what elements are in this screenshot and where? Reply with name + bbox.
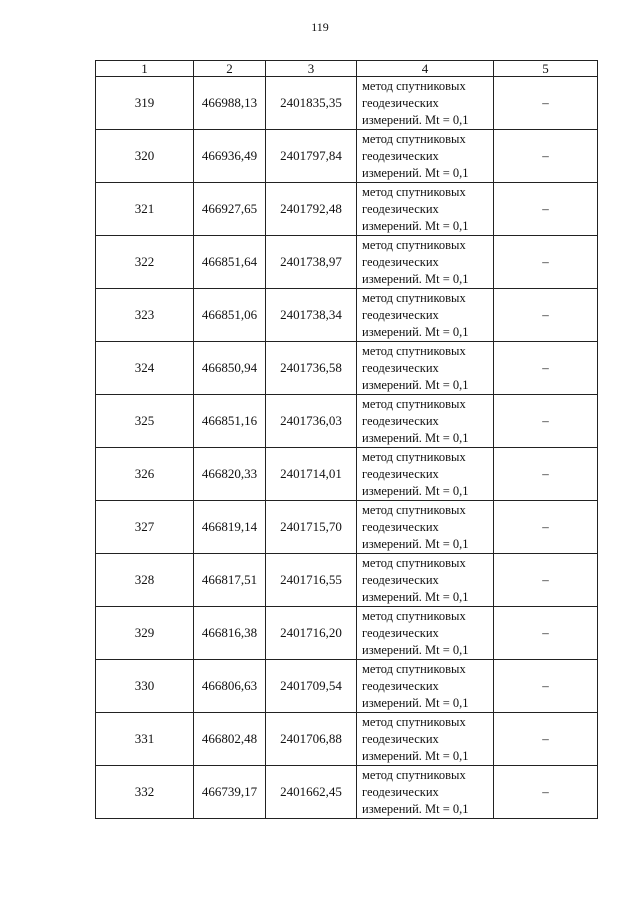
table-row	[96, 395, 598, 448]
table-row	[96, 77, 598, 130]
header-row	[96, 61, 598, 77]
x-coordinate-cell: 466817,51	[194, 554, 266, 607]
method-cell	[357, 448, 494, 501]
table-row	[96, 289, 598, 342]
method-line: геодезических	[362, 466, 439, 481]
method-line: метод спутниковых	[362, 661, 466, 676]
method-line: геодезических	[362, 201, 439, 216]
note-cell: –	[494, 183, 598, 236]
note-cell: –	[494, 448, 598, 501]
method-cell	[357, 713, 494, 766]
point-number-cell: 322	[96, 236, 194, 289]
table-row	[96, 183, 598, 236]
method-cell	[357, 77, 494, 130]
method-line: метод спутниковых	[362, 502, 466, 517]
table-header	[96, 61, 598, 77]
note-cell: –	[494, 766, 598, 819]
method-line: измерений. Mt = 0,1	[362, 748, 469, 763]
method-cell	[357, 660, 494, 713]
header-cell-2: 2	[194, 61, 266, 77]
table-row	[96, 607, 598, 660]
y-coordinate-cell: 2401738,97	[266, 236, 357, 289]
table-row	[96, 766, 598, 819]
table-row	[96, 236, 598, 289]
method-line: метод спутниковых	[362, 131, 466, 146]
method-line: геодезических	[362, 413, 439, 428]
point-number-cell: 321	[96, 183, 194, 236]
method-cell	[357, 607, 494, 660]
method-line: метод спутниковых	[362, 767, 466, 782]
method-line: метод спутниковых	[362, 237, 466, 252]
x-coordinate-cell: 466851,06	[194, 289, 266, 342]
note-cell: –	[494, 501, 598, 554]
y-coordinate-cell: 2401835,35	[266, 77, 357, 130]
x-coordinate-cell: 466806,63	[194, 660, 266, 713]
method-cell	[357, 766, 494, 819]
y-coordinate-cell: 2401715,70	[266, 501, 357, 554]
point-number-cell: 330	[96, 660, 194, 713]
x-coordinate-cell: 466927,65	[194, 183, 266, 236]
method-line: метод спутниковых	[362, 184, 466, 199]
x-coordinate-cell: 466739,17	[194, 766, 266, 819]
y-coordinate-cell: 2401716,55	[266, 554, 357, 607]
method-line: геодезических	[362, 731, 439, 746]
y-coordinate-cell: 2401792,48	[266, 183, 357, 236]
y-coordinate-cell: 2401738,34	[266, 289, 357, 342]
x-coordinate-cell: 466819,14	[194, 501, 266, 554]
point-number-cell: 328	[96, 554, 194, 607]
method-line: геодезических	[362, 572, 439, 587]
method-line: геодезических	[362, 95, 439, 110]
method-line: измерений. Mt = 0,1	[362, 642, 469, 657]
x-coordinate-cell: 466820,33	[194, 448, 266, 501]
point-number-cell: 332	[96, 766, 194, 819]
note-cell: –	[494, 660, 598, 713]
table-row	[96, 448, 598, 501]
method-line: метод спутниковых	[362, 714, 466, 729]
method-line: измерений. Mt = 0,1	[362, 165, 469, 180]
method-line: измерений. Mt = 0,1	[362, 324, 469, 339]
note-cell: –	[494, 395, 598, 448]
method-line: измерений. Mt = 0,1	[362, 218, 469, 233]
method-line: метод спутниковых	[362, 608, 466, 623]
method-line: геодезических	[362, 678, 439, 693]
method-cell	[357, 342, 494, 395]
method-line: измерений. Mt = 0,1	[362, 112, 469, 127]
method-line: геодезических	[362, 625, 439, 640]
method-line: метод спутниковых	[362, 343, 466, 358]
point-number-cell: 327	[96, 501, 194, 554]
y-coordinate-cell: 2401716,20	[266, 607, 357, 660]
method-line: геодезических	[362, 360, 439, 375]
y-coordinate-cell: 2401662,45	[266, 766, 357, 819]
method-line: измерений. Mt = 0,1	[362, 483, 469, 498]
x-coordinate-cell: 466851,64	[194, 236, 266, 289]
note-cell: –	[494, 342, 598, 395]
note-cell: –	[494, 236, 598, 289]
note-cell: –	[494, 607, 598, 660]
x-coordinate-cell: 466802,48	[194, 713, 266, 766]
table-row	[96, 660, 598, 713]
method-line: метод спутниковых	[362, 449, 466, 464]
table-row	[96, 554, 598, 607]
y-coordinate-cell: 2401714,01	[266, 448, 357, 501]
method-line: измерений. Mt = 0,1	[362, 801, 469, 816]
method-cell	[357, 554, 494, 607]
method-line: метод спутниковых	[362, 78, 466, 93]
point-number-cell: 326	[96, 448, 194, 501]
point-number-cell: 329	[96, 607, 194, 660]
method-cell	[357, 289, 494, 342]
table-row	[96, 342, 598, 395]
x-coordinate-cell: 466851,16	[194, 395, 266, 448]
method-line: измерений. Mt = 0,1	[362, 536, 469, 551]
y-coordinate-cell: 2401706,88	[266, 713, 357, 766]
y-coordinate-cell: 2401736,03	[266, 395, 357, 448]
method-line: метод спутниковых	[362, 555, 466, 570]
method-line: геодезических	[362, 307, 439, 322]
method-cell	[357, 130, 494, 183]
note-cell: –	[494, 77, 598, 130]
point-number-cell: 320	[96, 130, 194, 183]
point-number-cell: 319	[96, 77, 194, 130]
x-coordinate-cell: 466936,49	[194, 130, 266, 183]
x-coordinate-cell: 466988,13	[194, 77, 266, 130]
header-cell-1: 1	[96, 61, 194, 77]
note-cell: –	[494, 554, 598, 607]
y-coordinate-cell: 2401736,58	[266, 342, 357, 395]
coordinates-table	[95, 60, 598, 819]
point-number-cell: 325	[96, 395, 194, 448]
method-line: геодезических	[362, 519, 439, 534]
note-cell: –	[494, 289, 598, 342]
header-cell-5: 5	[494, 61, 598, 77]
method-line: геодезических	[362, 148, 439, 163]
method-line: измерений. Mt = 0,1	[362, 377, 469, 392]
method-line: геодезических	[362, 784, 439, 799]
method-cell	[357, 183, 494, 236]
table-row	[96, 501, 598, 554]
method-cell	[357, 236, 494, 289]
x-coordinate-cell: 466850,94	[194, 342, 266, 395]
x-coordinate-cell: 466816,38	[194, 607, 266, 660]
point-number-cell: 324	[96, 342, 194, 395]
page-number: 119	[311, 20, 329, 34]
method-cell	[357, 395, 494, 448]
method-line: измерений. Mt = 0,1	[362, 589, 469, 604]
note-cell: –	[494, 713, 598, 766]
point-number-cell: 331	[96, 713, 194, 766]
header-cell-3: 3	[266, 61, 357, 77]
header-cell-4: 4	[357, 61, 494, 77]
method-line: метод спутниковых	[362, 396, 466, 411]
y-coordinate-cell: 2401709,54	[266, 660, 357, 713]
method-line: геодезических	[362, 254, 439, 269]
method-cell	[357, 501, 494, 554]
point-number-cell: 323	[96, 289, 194, 342]
method-line: измерений. Mt = 0,1	[362, 695, 469, 710]
note-cell: –	[494, 130, 598, 183]
method-line: измерений. Mt = 0,1	[362, 430, 469, 445]
table-row	[96, 713, 598, 766]
table-row	[96, 130, 598, 183]
table-body	[96, 77, 598, 819]
y-coordinate-cell: 2401797,84	[266, 130, 357, 183]
method-line: метод спутниковых	[362, 290, 466, 305]
method-line: измерений. Mt = 0,1	[362, 271, 469, 286]
